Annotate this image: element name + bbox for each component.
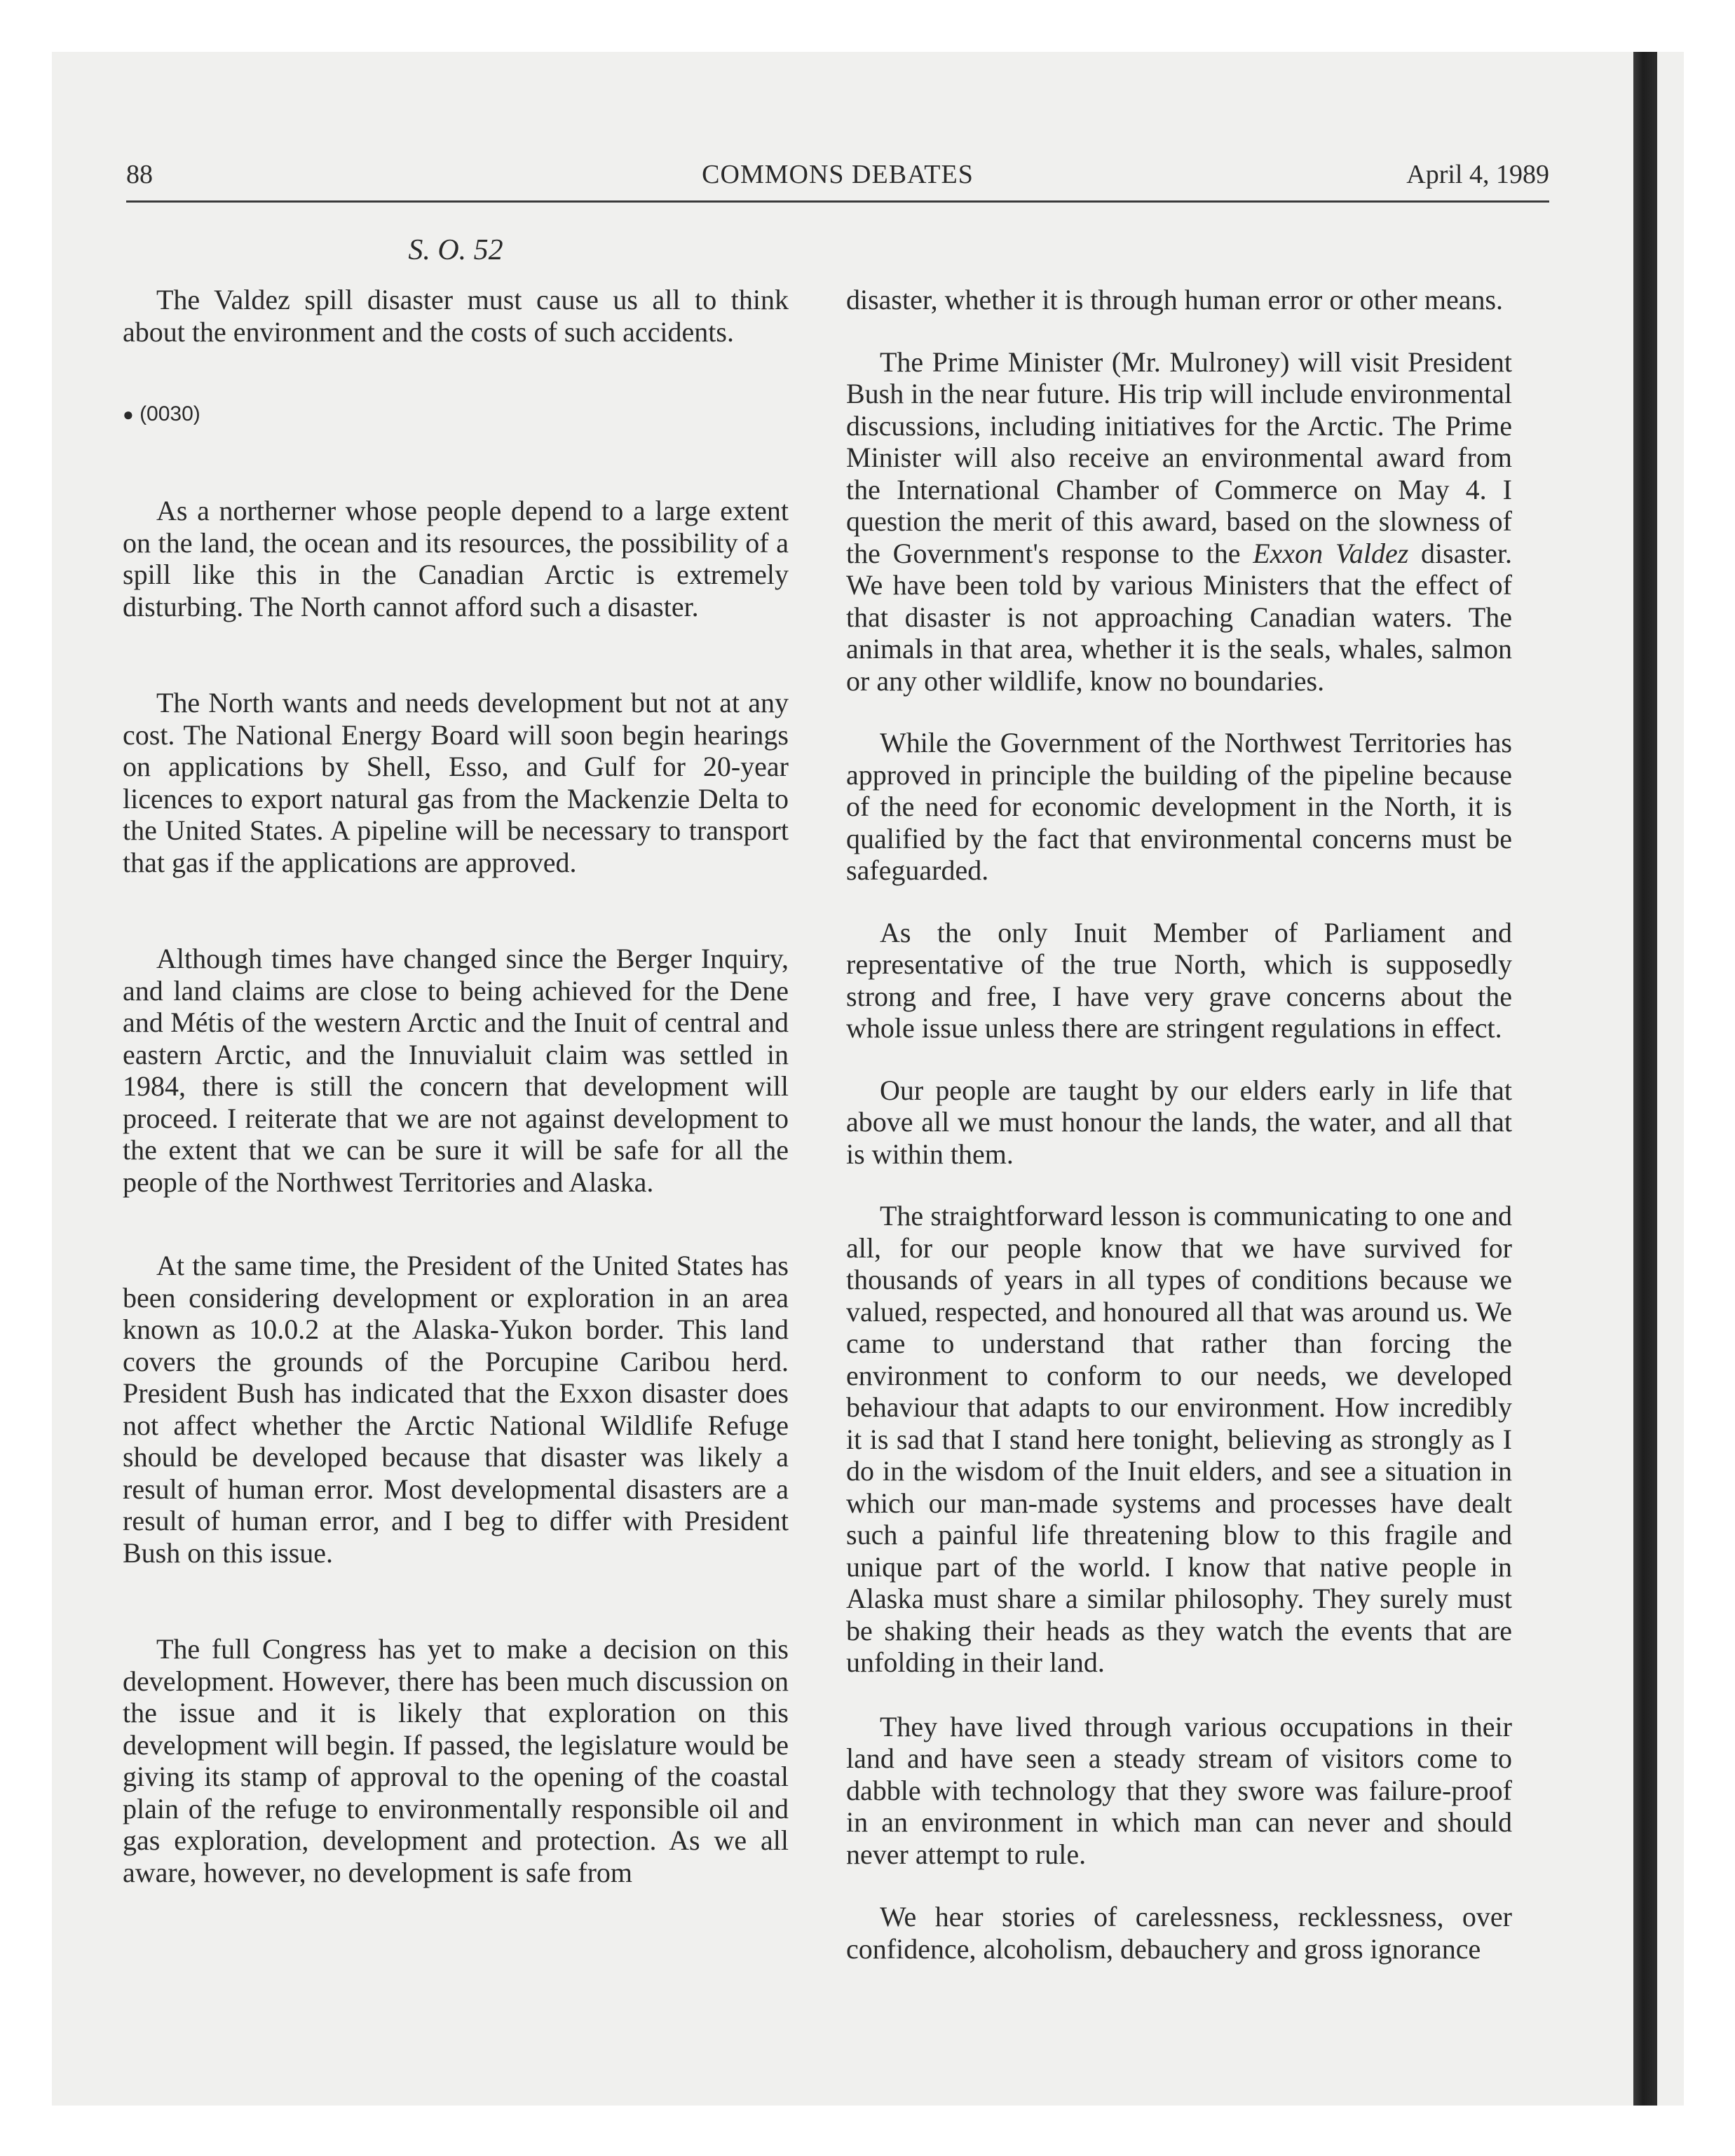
paragraph [846, 346, 1512, 697]
header-date: April 4, 1989 [1406, 160, 1549, 189]
header-rule [126, 200, 1549, 203]
paragraph: disaster, whether it is through human error or other means. [846, 284, 1504, 315]
paragraph: While the Government of the Northwest Territories has approved in principle the building of the pipeline because of the need for economic development in the North, it is qualified by the fact that environmental concerns must be safeguarded. [846, 727, 1512, 886]
paragraph-text: The Prime Minister (Mr. Mulroney) will visit President Bush in the near future. His trip will include environmental discussions, including initiatives for the Arctic. The Prime Minister will also receive an environmental award from the International Chamber of Commerce on May 4. I question the merit of this award, based on the slowness of the Government's response to the [846, 346, 1512, 569]
paragraph: The Valdez spill disaster must cause us all to think about the environment and the costs of such accidents. [123, 284, 789, 348]
page-header [126, 156, 1549, 193]
time-marker-text: (0030) [140, 402, 200, 425]
paragraph: The full Congress has yet to make a decision on this development. However, there has been much discussion on the issue and it is likely that exploration on this development will begin. If passed, the legislature would be giving its stamp of approval to the opening of the coastal plain of the refuge to environmentally responsible oil and gas exploration, development and protection. As we all aware, however, no development is safe from [123, 1633, 789, 1888]
paragraph: As a northerner whose people depend to a large extent on the land, the ocean and its resources, the possibility of a spill like this in the Canadian Arctic is extremely disturbing. The North cannot afford such a disaster. [123, 495, 789, 622]
left-column [123, 284, 789, 1888]
scan-binding-edge [1633, 52, 1657, 2106]
paragraph: As the only Inuit Member of Parliament and representative of the true North, which is supposedly strong and free, I have very grave concerns about the whole issue unless there are stringent regulations in effect. [846, 916, 1512, 1044]
paragraph: Although times have changed since the Berger Inquiry, and land claims are close to being achieved for the Dene and Métis of the western Arctic and the Inuit of central and eastern Arctic, and the Innuvialuit claim was settled in 1984, there is still the concern that development will proceed. I reiterate that we are not against development to the extent that we can be sure it will be safe for all the people of the Northwest Territories and Alaska. [123, 943, 789, 1198]
bullet-icon: ● [123, 404, 134, 425]
paragraph: We hear stories of carelessness, recklessness, over confidence, alcoholism, debauchery and gross ignorance [846, 1901, 1512, 1965]
paragraph: Our people are taught by our elders early in life that above all we must honour the lands, the water, and all that is within them. [846, 1074, 1512, 1170]
right-column [846, 284, 1512, 1965]
paragraph-text: disaster. We have been told by various Ministers that the effect of that disaster is not approaching Canadian waters. The animals in that area, whether it is the seals, whales, salmon or any other wildlife, know no boundaries. [846, 537, 1513, 697]
paragraph: The straightforward lesson is communicating to one and all, for our people know that we have survived for thousands of years in all types of conditions because we valued, respected, and honoured all that was around us. We came to understand that rather than forcing the environment to conform to our needs, we developed behaviour that adapts to our environment. How incredibly it is sad that I stand here tonight, believing as strongly as I do in the wisdom of the Inuit elders, and see a situation in which our man-made systems and processes have dealt such a painful life threatening blow to this fragile and unique part of the world. I know that native people in Alaska must share a similar philosophy. They surely must be shaking their heads as they watch the events that are unfolding in their land. [846, 1200, 1512, 1678]
page-number: 88 [126, 160, 153, 189]
paragraph: They have lived through various occupations in their land and have seen a steady stream of visitors come to dabble with technology that they swore was failure-proof in an environment in which man can never and should never attempt to rule. [846, 1710, 1512, 1870]
section-label: S. O. 52 [408, 234, 503, 266]
paragraph: The North wants and needs development but not at any cost. The National Energy Board will soon begin hearings on applications by Shell, Esso, and Gulf for 20-year licences to export natural gas from the Mackenzie Delta to the United States. A pipeline will be necessary to transport that gas if the applications are approved. [123, 687, 789, 878]
journal-title: COMMONS DEBATES [702, 160, 974, 189]
paragraph: At the same time, the President of the United States has been considering development or exploration in an area known as 10.0.2 at the Alaska-Yukon border. This land covers the grounds of the Porcupine Caribou herd. President Bush has indicated that the Exxon disaster does not affect whether the Arctic National Wildlife Refuge should be developed because that disaster was likely a result of human error. Most developmental disasters are a result of human error, and I beg to differ with President Bush on this issue. [123, 1250, 789, 1569]
vessel-name: Exxon Valdez [1253, 537, 1409, 569]
time-marker [123, 398, 789, 430]
